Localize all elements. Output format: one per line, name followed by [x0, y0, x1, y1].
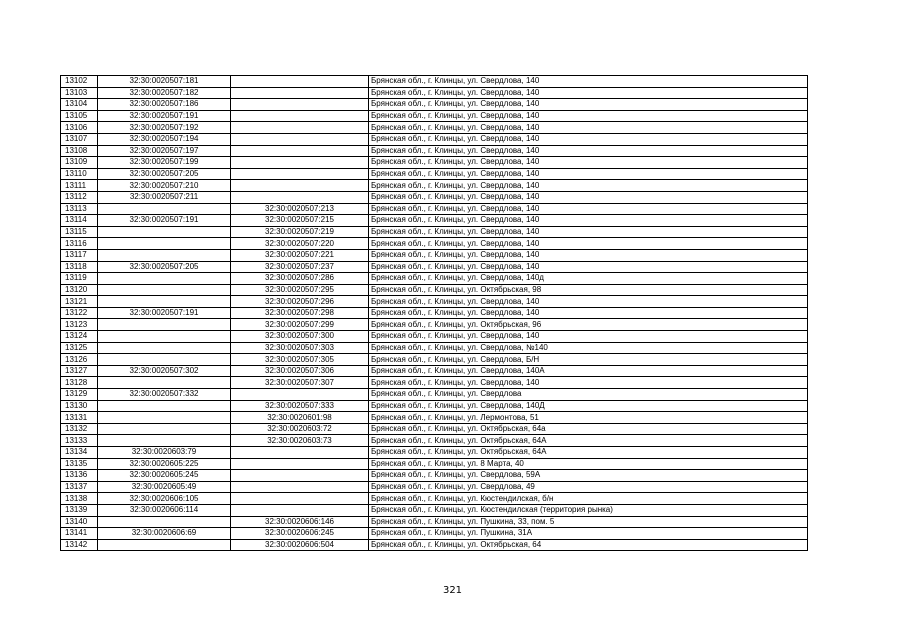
cadastral-number-a-cell: [98, 435, 231, 447]
table-row: [61, 504, 808, 516]
cadastral-number-b-cell: [231, 122, 369, 134]
cadastral-number-a-cell: [98, 331, 231, 343]
table-row: [61, 516, 808, 528]
address-cell: Брянская обл., г. Клинцы, ул. Свердлова: [369, 389, 808, 401]
cadastral-number-a-cell: [98, 238, 231, 250]
row-number-cell: 13123: [61, 319, 98, 331]
table-row: [61, 168, 808, 180]
address-cell: Брянская обл., г. Клинцы, ул. Пушкина, 33, пом. 5: [369, 516, 808, 528]
cadastral-number-b-cell: 32:30:0020507:299: [231, 319, 369, 331]
cadastral-number-a-cell: [98, 284, 231, 296]
address-cell: Брянская обл., г. Клинцы, ул. Свердлова, 49: [369, 481, 808, 493]
address-cell: Брянская обл., г. Клинцы, ул. Октябрьская, 64: [369, 539, 808, 551]
row-number-cell: 13128: [61, 377, 98, 389]
cadastral-number-a-cell: 32:30:0020507:199: [98, 157, 231, 169]
cadastral-table: [60, 75, 808, 551]
cadastral-number-a-cell: 32:30:0020507:210: [98, 180, 231, 192]
table-row: [61, 331, 808, 343]
cadastral-number-b-cell: 32:30:0020507:237: [231, 261, 369, 273]
address-cell: Брянская обл., г. Клинцы, ул. Свердлова, 140: [369, 110, 808, 122]
cadastral-number-a-cell: [98, 203, 231, 215]
address-cell: Брянская обл., г. Клинцы, ул. Свердлова, 140: [369, 180, 808, 192]
cadastral-number-b-cell: [231, 87, 369, 99]
row-number-cell: 13107: [61, 133, 98, 145]
row-number-cell: 13116: [61, 238, 98, 250]
address-cell: Брянская обл., г. Клинцы, ул. Свердлова, 140: [369, 133, 808, 145]
table-row: [61, 191, 808, 203]
cadastral-number-b-cell: 32:30:0020603:72: [231, 423, 369, 435]
table-body: [61, 76, 808, 551]
address-cell: Брянская обл., г. Клинцы, ул. Свердлова, Б/Н: [369, 354, 808, 366]
address-cell: Брянская обл., г. Клинцы, ул. Свердлова, 140: [369, 261, 808, 273]
table-row: [61, 470, 808, 482]
row-number-cell: 13136: [61, 470, 98, 482]
cadastral-number-a-cell: [98, 273, 231, 285]
cadastral-number-a-cell: 32:30:0020507:186: [98, 99, 231, 111]
cadastral-number-b-cell: 32:30:0020507:220: [231, 238, 369, 250]
cadastral-number-b-cell: 32:30:0020507:307: [231, 377, 369, 389]
table-row: [61, 110, 808, 122]
cadastral-number-b-cell: [231, 99, 369, 111]
row-number-cell: 13105: [61, 110, 98, 122]
table-row: [61, 203, 808, 215]
cadastral-number-b-cell: 32:30:0020606:245: [231, 528, 369, 540]
cadastral-number-b-cell: 32:30:0020507:303: [231, 342, 369, 354]
table-row: [61, 76, 808, 88]
address-cell: Брянская обл., г. Клинцы, ул. Кюстендилская, б/н: [369, 493, 808, 505]
row-number-cell: 13121: [61, 296, 98, 308]
table-row: [61, 284, 808, 296]
row-number-cell: 13135: [61, 458, 98, 470]
cadastral-number-b-cell: [231, 191, 369, 203]
address-cell: Брянская обл., г. Клинцы, ул. Свердлова, 140: [369, 377, 808, 389]
row-number-cell: 13104: [61, 99, 98, 111]
table-row: [61, 238, 808, 250]
cadastral-number-a-cell: [98, 400, 231, 412]
table-row: [61, 133, 808, 145]
table-row: [61, 423, 808, 435]
row-number-cell: 13110: [61, 168, 98, 180]
cadastral-number-a-cell: [98, 377, 231, 389]
row-number-cell: 13120: [61, 284, 98, 296]
table-row: [61, 307, 808, 319]
address-cell: Брянская обл., г. Клинцы, ул. Лермонтова, 51: [369, 412, 808, 424]
cadastral-number-b-cell: 32:30:0020507:286: [231, 273, 369, 285]
cadastral-number-a-cell: 32:30:0020507:205: [98, 261, 231, 273]
cadastral-number-b-cell: [231, 168, 369, 180]
row-number-cell: 13130: [61, 400, 98, 412]
table-row: [61, 226, 808, 238]
cadastral-number-a-cell: [98, 516, 231, 528]
row-number-cell: 13133: [61, 435, 98, 447]
cadastral-number-a-cell: 32:30:0020507:192: [98, 122, 231, 134]
cadastral-number-a-cell: 32:30:0020507:211: [98, 191, 231, 203]
table-row: [61, 157, 808, 169]
cadastral-number-b-cell: [231, 447, 369, 459]
row-number-cell: 13140: [61, 516, 98, 528]
cadastral-number-b-cell: 32:30:0020507:213: [231, 203, 369, 215]
cadastral-number-b-cell: 32:30:0020603:73: [231, 435, 369, 447]
row-number-cell: 13119: [61, 273, 98, 285]
table-row: [61, 342, 808, 354]
cadastral-number-b-cell: 32:30:0020507:215: [231, 215, 369, 227]
table-row: [61, 99, 808, 111]
address-cell: Брянская обл., г. Клинцы, ул. Свердлова, №140: [369, 342, 808, 354]
table-row: [61, 273, 808, 285]
address-cell: Брянская обл., г. Клинцы, ул. Октябрьская, 96: [369, 319, 808, 331]
table-row: [61, 145, 808, 157]
cadastral-number-a-cell: 32:30:0020606:69: [98, 528, 231, 540]
address-cell: Брянская обл., г. Клинцы, ул. Свердлова, 140: [369, 76, 808, 88]
address-cell: Брянская обл., г. Клинцы, ул. Свердлова, 140Д: [369, 400, 808, 412]
address-cell: Брянская обл., г. Клинцы, ул. Свердлова, 140: [369, 215, 808, 227]
address-cell: Брянская обл., г. Клинцы, ул. Октябрьская, 64А: [369, 435, 808, 447]
address-cell: Брянская обл., г. Клинцы, ул. Свердлова, 140: [369, 331, 808, 343]
cadastral-number-a-cell: [98, 296, 231, 308]
row-number-cell: 13139: [61, 504, 98, 516]
row-number-cell: 13103: [61, 87, 98, 99]
cadastral-number-a-cell: 32:30:0020507:205: [98, 168, 231, 180]
address-cell: Брянская обл., г. Клинцы, ул. 8 Марта, 40: [369, 458, 808, 470]
address-cell: Брянская обл., г. Клинцы, ул. Октябрьская, 98: [369, 284, 808, 296]
address-cell: Брянская обл., г. Клинцы, ул. Свердлова, 140: [369, 157, 808, 169]
row-number-cell: 13141: [61, 528, 98, 540]
address-cell: Брянская обл., г. Клинцы, ул. Октябрьская, 64А: [369, 447, 808, 459]
cadastral-number-b-cell: 32:30:0020507:333: [231, 400, 369, 412]
address-cell: Брянская обл., г. Клинцы, ул. Кюстендилская (территория рынка): [369, 504, 808, 516]
address-cell: Брянская обл., г. Клинцы, ул. Свердлова, 140: [369, 238, 808, 250]
cadastral-number-b-cell: [231, 481, 369, 493]
table-row: [61, 528, 808, 540]
row-number-cell: 13106: [61, 122, 98, 134]
table-row: [61, 377, 808, 389]
table-row: [61, 539, 808, 551]
cadastral-number-b-cell: [231, 76, 369, 88]
row-number-cell: 13114: [61, 215, 98, 227]
address-cell: Брянская обл., г. Клинцы, ул. Свердлова, 59А: [369, 470, 808, 482]
address-cell: Брянская обл., г. Клинцы, ул. Свердлова, 140: [369, 122, 808, 134]
row-number-cell: 13127: [61, 365, 98, 377]
row-number-cell: 13124: [61, 331, 98, 343]
table-row: [61, 261, 808, 273]
address-cell: Брянская обл., г. Клинцы, ул. Свердлова, 140: [369, 249, 808, 261]
cadastral-number-a-cell: 32:30:0020507:191: [98, 215, 231, 227]
cadastral-number-a-cell: 32:30:0020605:245: [98, 470, 231, 482]
table-row: [61, 354, 808, 366]
table-row: [61, 458, 808, 470]
table-row: [61, 493, 808, 505]
cadastral-number-b-cell: [231, 157, 369, 169]
address-cell: Брянская обл., г. Клинцы, ул. Октябрьская, 64а: [369, 423, 808, 435]
table-row: [61, 319, 808, 331]
cadastral-number-a-cell: [98, 319, 231, 331]
cadastral-number-b-cell: 32:30:0020507:305: [231, 354, 369, 366]
cadastral-number-a-cell: 32:30:0020507:194: [98, 133, 231, 145]
cadastral-number-b-cell: 32:30:0020507:221: [231, 249, 369, 261]
cadastral-number-a-cell: [98, 412, 231, 424]
row-number-cell: 13102: [61, 76, 98, 88]
row-number-cell: 13118: [61, 261, 98, 273]
row-number-cell: 13138: [61, 493, 98, 505]
address-cell: Брянская обл., г. Клинцы, ул. Свердлова, 140: [369, 226, 808, 238]
row-number-cell: 13108: [61, 145, 98, 157]
cadastral-number-a-cell: [98, 226, 231, 238]
address-cell: Брянская обл., г. Клинцы, ул. Свердлова, 140: [369, 145, 808, 157]
table-row: [61, 296, 808, 308]
row-number-cell: 13111: [61, 180, 98, 192]
cadastral-number-b-cell: [231, 145, 369, 157]
cadastral-number-a-cell: 32:30:0020606:114: [98, 504, 231, 516]
cadastral-number-a-cell: 32:30:0020605:49: [98, 481, 231, 493]
row-number-cell: 13129: [61, 389, 98, 401]
table-row: [61, 435, 808, 447]
table-row: [61, 180, 808, 192]
address-cell: Брянская обл., г. Клинцы, ул. Свердлова, 140А: [369, 365, 808, 377]
cadastral-number-b-cell: 32:30:0020601:98: [231, 412, 369, 424]
table-row: [61, 400, 808, 412]
row-number-cell: 13132: [61, 423, 98, 435]
table-row: [61, 215, 808, 227]
cadastral-number-b-cell: [231, 110, 369, 122]
cadastral-number-b-cell: 32:30:0020606:146: [231, 516, 369, 528]
row-number-cell: 13117: [61, 249, 98, 261]
address-cell: Брянская обл., г. Клинцы, ул. Свердлова, 140д: [369, 273, 808, 285]
cadastral-number-b-cell: [231, 133, 369, 145]
row-number-cell: 13126: [61, 354, 98, 366]
table-row: [61, 481, 808, 493]
address-cell: Брянская обл., г. Клинцы, ул. Свердлова, 140: [369, 99, 808, 111]
cadastral-number-a-cell: 32:30:0020507:191: [98, 110, 231, 122]
table-row: [61, 447, 808, 459]
cadastral-number-b-cell: [231, 180, 369, 192]
row-number-cell: 13137: [61, 481, 98, 493]
table-row: [61, 365, 808, 377]
cadastral-number-b-cell: 32:30:0020507:298: [231, 307, 369, 319]
table-row: [61, 122, 808, 134]
cadastral-number-a-cell: 32:30:0020507:191: [98, 307, 231, 319]
address-cell: Брянская обл., г. Клинцы, ул. Свердлова, 140: [369, 168, 808, 180]
address-cell: Брянская обл., г. Клинцы, ул. Свердлова, 140: [369, 296, 808, 308]
cadastral-number-a-cell: [98, 342, 231, 354]
row-number-cell: 13109: [61, 157, 98, 169]
cadastral-number-a-cell: 32:30:0020507:197: [98, 145, 231, 157]
cadastral-number-a-cell: 32:30:0020507:182: [98, 87, 231, 99]
row-number-cell: 13113: [61, 203, 98, 215]
address-cell: Брянская обл., г. Клинцы, ул. Свердлова, 140: [369, 203, 808, 215]
address-cell: Брянская обл., г. Клинцы, ул. Пушкина, 31А: [369, 528, 808, 540]
page-number: 321: [442, 585, 463, 596]
row-number-cell: 13115: [61, 226, 98, 238]
table-row: [61, 87, 808, 99]
cadastral-number-b-cell: [231, 458, 369, 470]
address-cell: Брянская обл., г. Клинцы, ул. Свердлова, 140: [369, 191, 808, 203]
row-number-cell: 13112: [61, 191, 98, 203]
cadastral-number-a-cell: [98, 249, 231, 261]
cadastral-number-a-cell: 32:30:0020603:79: [98, 447, 231, 459]
cadastral-number-b-cell: 32:30:0020507:300: [231, 331, 369, 343]
table-row: [61, 389, 808, 401]
row-number-cell: 13131: [61, 412, 98, 424]
table-row: [61, 412, 808, 424]
cadastral-number-a-cell: [98, 423, 231, 435]
row-number-cell: 13125: [61, 342, 98, 354]
row-number-cell: 13122: [61, 307, 98, 319]
cadastral-number-a-cell: 32:30:0020507:332: [98, 389, 231, 401]
cadastral-number-b-cell: [231, 504, 369, 516]
address-cell: Брянская обл., г. Клинцы, ул. Свердлова, 140: [369, 307, 808, 319]
cadastral-number-a-cell: [98, 354, 231, 366]
cadastral-number-a-cell: 32:30:0020605:225: [98, 458, 231, 470]
address-cell: Брянская обл., г. Клинцы, ул. Свердлова, 140: [369, 87, 808, 99]
cadastral-number-b-cell: 32:30:0020507:295: [231, 284, 369, 296]
table-row: [61, 249, 808, 261]
cadastral-number-a-cell: 32:30:0020606:105: [98, 493, 231, 505]
cadastral-number-b-cell: 32:30:0020507:306: [231, 365, 369, 377]
row-number-cell: 13134: [61, 447, 98, 459]
cadastral-number-b-cell: 32:30:0020606:504: [231, 539, 369, 551]
cadastral-number-b-cell: [231, 470, 369, 482]
cadastral-number-a-cell: 32:30:0020507:181: [98, 76, 231, 88]
cadastral-number-b-cell: [231, 493, 369, 505]
cadastral-number-b-cell: 32:30:0020507:219: [231, 226, 369, 238]
cadastral-number-a-cell: [98, 539, 231, 551]
row-number-cell: 13142: [61, 539, 98, 551]
cadastral-number-b-cell: [231, 389, 369, 401]
cadastral-number-a-cell: 32:30:0020507:302: [98, 365, 231, 377]
cadastral-number-b-cell: 32:30:0020507:296: [231, 296, 369, 308]
